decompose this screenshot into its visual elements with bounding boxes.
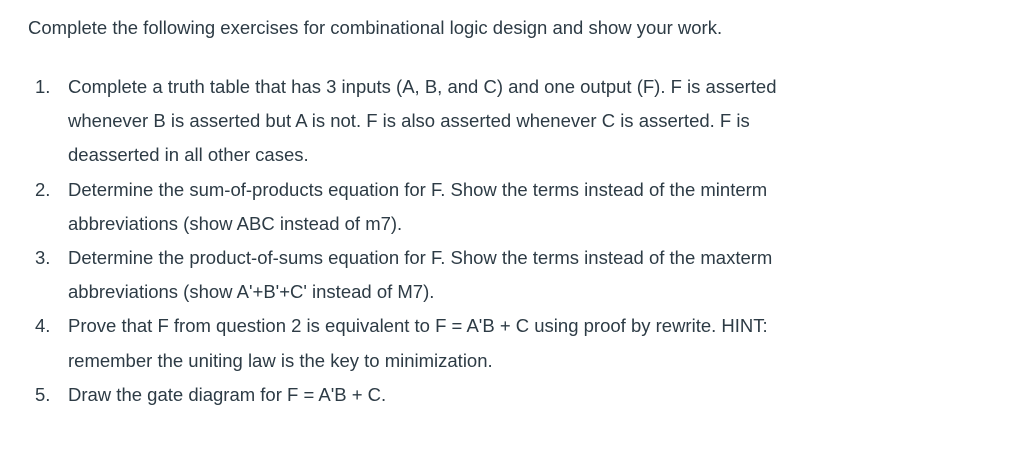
exercise-text: Determine the sum-of-products equation for F. Show the terms instead of the minterm [68,178,768,200]
exercise-text: Complete a truth table that has 3 inputs (A, B, and C) and one output (F). F is asserted [68,76,777,97]
exercise-number: 2. [35,178,51,200]
exercise-number: 1. [35,76,51,97]
exercise-text: remember the uniting law is the key to minimization. [68,349,493,371]
exercise-text: deasserted in all other cases. [68,144,309,166]
exercise-number: 5. [35,383,51,405]
exercise-text: Prove that F from question 2 is equivalent to F = A'B + C using proof by rewrite. HINT: [68,315,768,337]
exercise-number: 3. [35,247,51,269]
exercise-item [0,173,777,241]
exercise-number: 4. [35,315,51,337]
exercise-text: abbreviations (show ABC instead of m7). [68,212,403,234]
exercise-text: whenever B is asserted but A is not. F is also asserted whenever C is asserted. F is [68,110,750,132]
exercise-item [0,70,777,173]
exercise-item [0,378,777,412]
exercise-text: abbreviations (show A'+B'+C' instead of M7). [68,281,435,303]
exercise-list [0,70,777,412]
exercise-item [0,241,777,309]
instructions-intro: Complete the following exercises for combinational logic design and show your work. [28,17,723,38]
exercise-text: Draw the gate diagram for F = A'B + C. [68,383,387,405]
exercise-text: Determine the product-of-sums equation for F. Show the terms instead of the maxterm [68,247,773,269]
exercise-item [0,309,777,377]
